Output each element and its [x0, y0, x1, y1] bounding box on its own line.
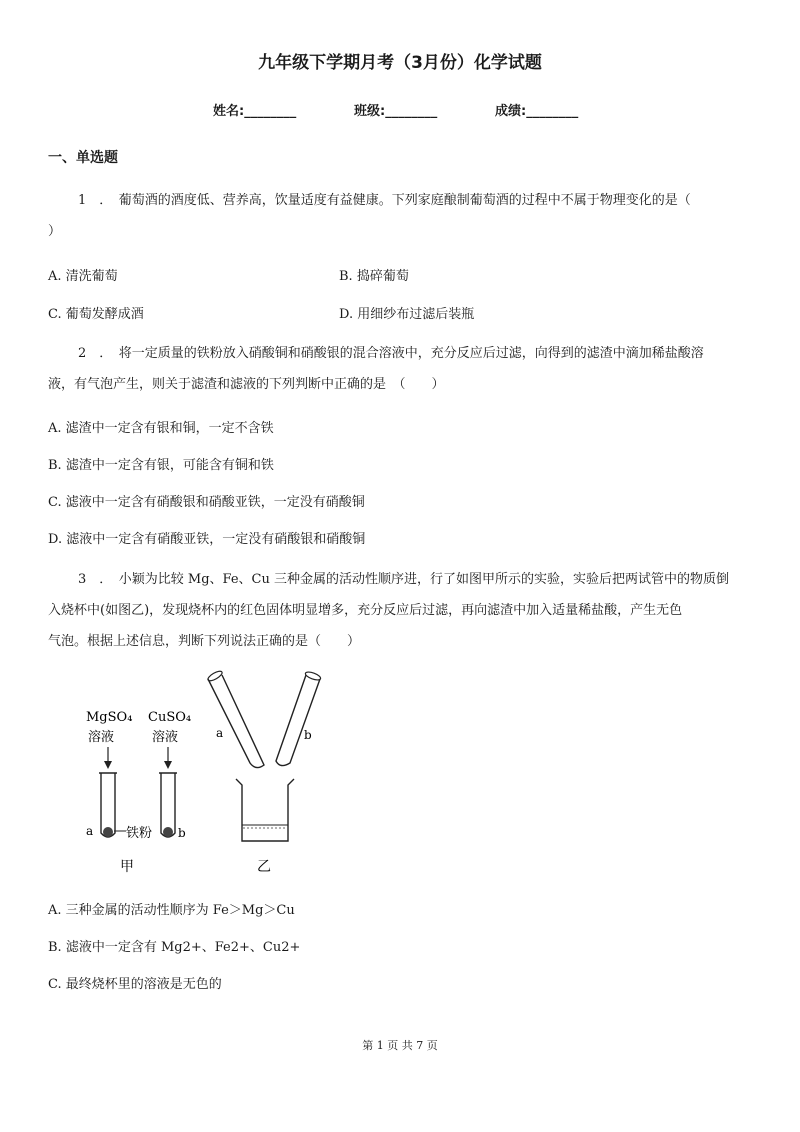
pour-label-a: a: [216, 726, 224, 740]
solution-label-2: 溶液: [152, 730, 179, 745]
question-3-line-3: 气泡。根据上述信息，判断下列说法正确的是（ ）: [48, 634, 361, 649]
mgso4-label: MgSO₄: [86, 710, 133, 725]
figure-jia-label: 甲: [120, 859, 134, 875]
arrow-right: [164, 747, 172, 769]
question-2-option-a: A. 滤渣中一定含有银和铜，一定不含铁: [48, 421, 274, 436]
question-3-option-c: C. 最终烧杯里的溶液是无色的: [48, 977, 222, 992]
question-1-option-b: B. 捣碎葡萄: [339, 269, 409, 284]
question-2-line-2: 液，有气泡产生，则关于滤渣和滤液的下列判断中正确的是 （ ）: [48, 377, 445, 392]
beaker: [236, 779, 294, 841]
question-2-option-b: B. 滤渣中一定含有银，可能含有铜和铁: [48, 458, 274, 473]
figure-yi-label: 乙: [257, 859, 271, 875]
question-2-option-d: D. 滤液中一定含有硝酸亚铁，一定没有硝酸银和硝酸铜: [48, 532, 366, 547]
question-1-option-c: C. 葡萄发酵成酒: [48, 307, 144, 322]
tube-label-b: b: [178, 826, 186, 840]
score-field-label: 成绩:________: [495, 104, 579, 119]
pour-label-b: b: [304, 728, 312, 742]
arrow-left: [104, 747, 112, 769]
question-3-line-2: 入烧杯中(如图乙)，发现烧杯内的红色固体明显增多，充分反应后过滤，再向滤渣中加入适量稀盐酸，产生无色: [48, 603, 683, 618]
question-1-line-2: ）: [48, 224, 62, 239]
question-1-option-d: D. 用细纱布过滤后装瓶: [339, 307, 475, 322]
page-number: 第 1 页 共 7 页: [362, 1039, 438, 1052]
name-field-label: 姓名:________: [213, 104, 297, 119]
pouring-tube-b: [276, 670, 322, 765]
experiment-figure: [80, 665, 340, 880]
solution-label-1: 溶液: [88, 730, 115, 745]
tube-label-a: a: [86, 824, 94, 838]
question-2-line-1: 2 ． 将一定质量的铁粉放入硝酸铜和硝酸银的混合溶液中，充分反应后过滤，向得到的滤渣中滴加稀盐酸溶: [78, 346, 704, 361]
section-title: 一、单选题: [48, 150, 118, 166]
question-3-option-b: B. 滤液中一定含有 Mg2+、Fe2+、Cu2+: [48, 940, 301, 955]
question-2-option-c: C. 滤液中一定含有硝酸银和硝酸亚铁，一定没有硝酸铜: [48, 495, 365, 510]
class-field-label: 班级:________: [354, 104, 438, 119]
question-1-line-1: 1 ． 葡萄酒的酒度低、营养高，饮量适度有益健康。下列家庭酿制葡萄酒的过程中不属于物理变化的是（: [78, 193, 691, 208]
test-tube-a: [99, 773, 117, 837]
test-tube-b: [159, 773, 177, 837]
question-3-line-1: 3 ． 小颖为比较 Mg、Fe、Cu 三种金属的活动性顺序进，行了如图甲所示的实验，实验后把两试管中的物质倒: [78, 572, 729, 587]
question-3-option-a: A. 三种金属的活动性顺序为 Fe＞Mg＞Cu: [48, 903, 295, 918]
page-title: 九年级下学期月考（3月份）化学试题: [258, 53, 542, 73]
cuso4-label: CuSO₄: [148, 710, 192, 725]
question-1-option-a: A. 清洗葡萄: [48, 269, 118, 284]
pouring-tube-a: [207, 669, 264, 767]
iron-powder-label: 铁粉: [126, 826, 153, 841]
